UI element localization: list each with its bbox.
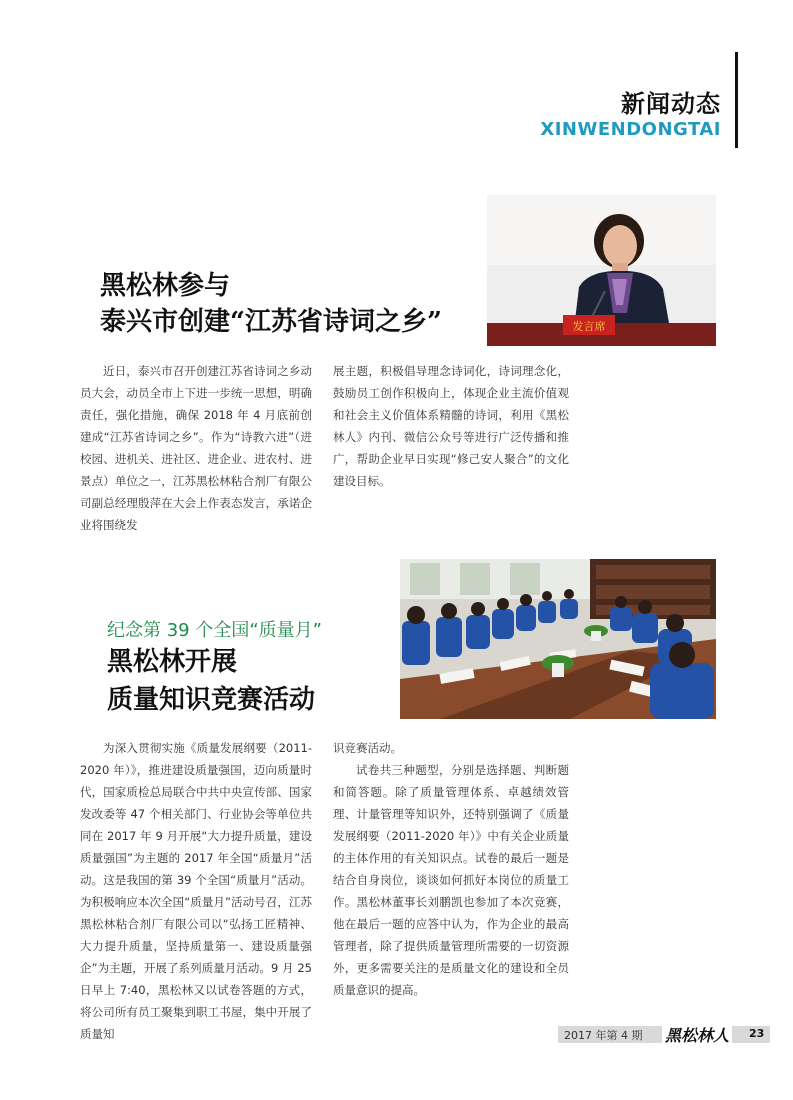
article2-title-line1: 黑松林开展 xyxy=(107,647,238,677)
photo-placard-text: 发言席 xyxy=(572,320,606,333)
article1-paragraph-continued: 展主题，积极倡导理念诗词化，诗词理念化，鼓励员工创作积极向上，体现企业主流价值观和社会主义价值体系精髓的诗词，利用《黑松林人》内刊、微信公众号等进行广泛传播和推广，帮助企业早日实现“修己安人聚合”的文化建设目标。 xyxy=(333,364,569,488)
article2-body-col1 xyxy=(80,737,312,1045)
section-title-en: XINWENDONGTAI xyxy=(540,119,721,140)
section-divider-bar xyxy=(735,52,738,148)
article2-subtitle: 纪念第 39 个全国“质量月” xyxy=(107,620,322,641)
article2-paragraph-2: 试卷共三种题型，分别是选择题、判断题和简答题。除了质量管理体系、卓越绩效管理、计量管理等知识外，还特别强调了《质量发展纲要（2011-2020 年）》中有关企业质量的主体作用的有关知识点。试卷的最后一题是结合自身岗位，谈谈如何抓好本岗位的质量工作。黑松林董事长刘鹏凯也参加了本次竞赛，他在最后一题的应答中认为，作为企业的最高管理者，除了提供质量管理所需要的一切资源外，更多需要关注的是质量文化的建设和全员质量意识的提高。 xyxy=(333,763,569,997)
article1-photo-speaker xyxy=(487,195,716,346)
article1-body-col1 xyxy=(80,360,312,536)
page-number: 23 xyxy=(749,1027,765,1040)
footer-magazine-logo: 黑松林人 xyxy=(662,1023,732,1046)
article2-title xyxy=(107,643,315,719)
article2-title-line2: 质量知识竞赛活动 xyxy=(107,685,316,715)
article2-photo-quiz-room xyxy=(400,559,716,719)
article2-body-col2 xyxy=(333,737,569,1001)
section-title-cn: 新闻动态 xyxy=(621,90,721,118)
article1-paragraph: 近日，泰兴市召开创建江苏省诗词之乡动员大会，动员全市上下进一步统一思想，明确责任，强化措施，确保 2018 年 4 月底前创建成“江苏省诗词之乡”。作为“诗教六进”（进校园、进机关、进社区、进企业、进农村、进景点）单位之一，江苏黑松林粘合剂厂有限公司副总经理殷萍在大会上作表态发言，承诺企业将围绕发 xyxy=(80,364,312,532)
article1-title-line1: 黑松林参与 xyxy=(100,271,231,301)
article2-paragraph-continued: 识竞赛活动。 xyxy=(333,741,402,755)
article1-body-col2 xyxy=(333,360,569,492)
footer-issue: 2017 年第 4 期 xyxy=(564,1029,643,1042)
article2-paragraph: 为深入贯彻实施《质量发展纲要（2011-2020 年）》，推进建设质量强国，迈向质量时代，国家质检总局联合中共中央宣传部、国家发改委等 47 个相关部门、行业协会等单位共同在 2017 年 9 月开展“大力提升质量，建设质量强国”为主题的 2017 年全国“质量月”活动。这是我国的第 39 个全国“质量月”活动。为积极响应本次全国“质量月”活动号召，江苏黑松林粘合剂厂有限公司以“弘扬工匠精神、大力提升质量，坚持质量第一、建设质量强企”为主题，开展了系列质量月活动。9 月 25 日早上 7:40，黑松林又以试卷答题的方式，将公司所有员工聚集到职工书屋，集中开展了质量知 xyxy=(80,741,312,1041)
article1-title xyxy=(100,268,442,340)
article1-title-line2: 泰兴市创建“江苏省诗词之乡” xyxy=(100,307,442,337)
